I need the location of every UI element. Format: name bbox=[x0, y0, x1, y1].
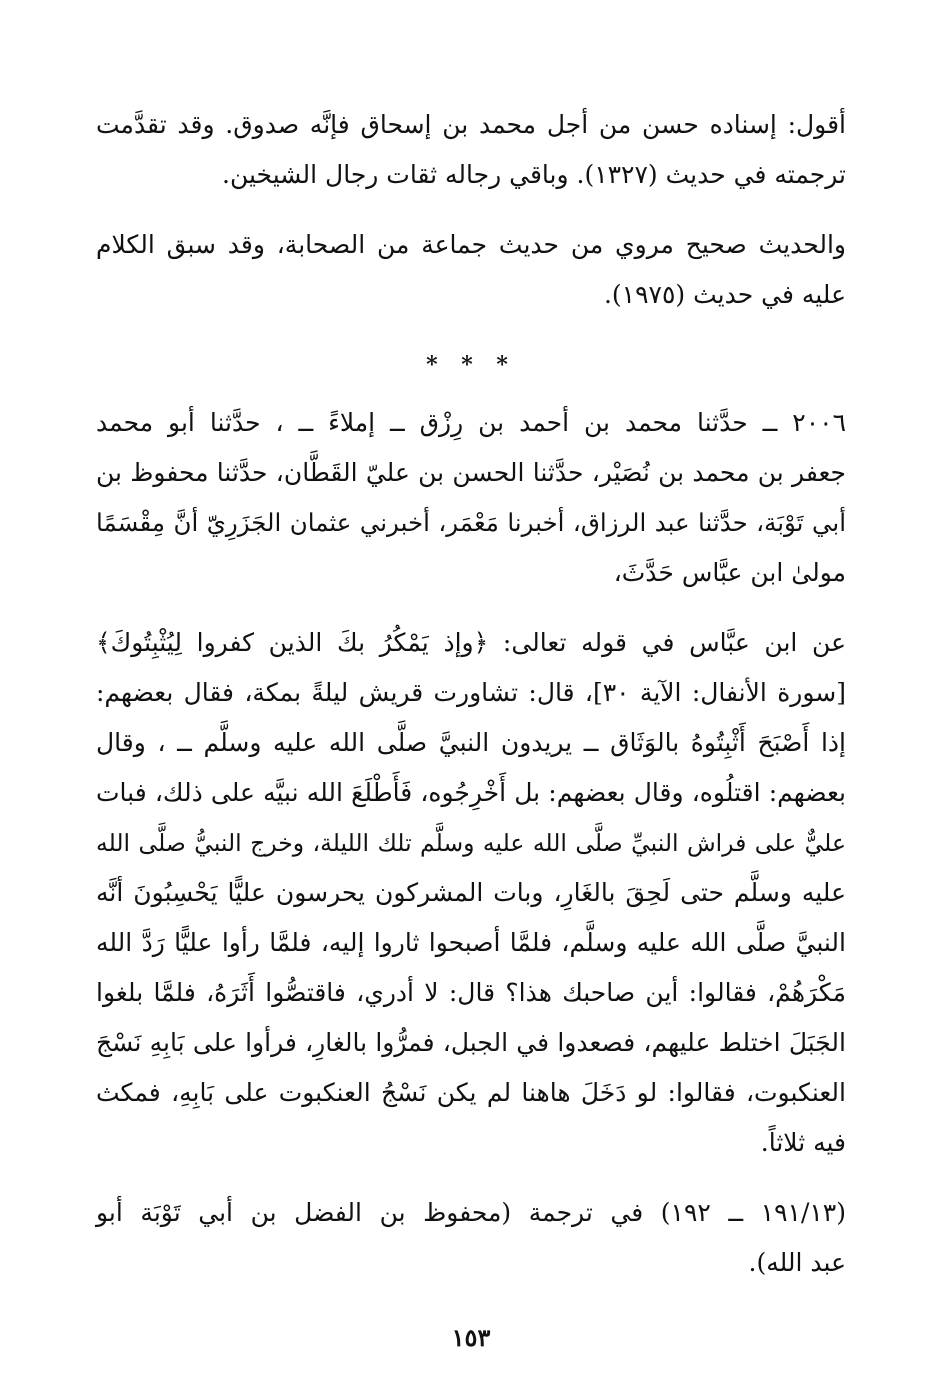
text-line: العنكبوت، فقالوا: لو دَخَلَ هاهنا لم يكن نَسْجُ العنكبوت على بَابِهِ، فمكث bbox=[96, 1078, 846, 1107]
text-line: عليه في حديث (١٩٧٥). bbox=[603, 280, 846, 309]
text-line: (١٩١/١٣ ــ ١٩٢) في ترجمة (محفوظ بن الفضل بن أبي تَوْبَة أبو bbox=[96, 1198, 846, 1227]
text-line: عليٌّ على فراش النبيِّ صلَّى الله عليه وسلَّم تلك الليلة، وخرج النبيُّ صلَّى الله bbox=[96, 829, 846, 857]
paragraph-comment bbox=[96, 100, 846, 200]
section-separator: * * * bbox=[426, 352, 516, 378]
text-line: مَكْرَهُمْ، فقالوا: أين صاحبك هذا؟ قال: لا أدري، فاقتصُّوا أَثَرَهُ، فلمَّا بلغوا bbox=[96, 978, 846, 1007]
text-line: عبد الله). bbox=[748, 1248, 846, 1277]
page-number: ١٥٣ bbox=[451, 1323, 491, 1352]
text-line: بعضهم: اقتلُوه، وقال بعضهم: بل أَخْرِجُوه، فَأَطْلَعَ الله نبيَّه على ذلك، فبات bbox=[96, 778, 846, 807]
book-page bbox=[96, 100, 846, 1352]
text-line: والحديث صحيح مروي من حديث جماعة من الصحابة، وقد سبق الكلام bbox=[96, 230, 846, 259]
text-line: فيه ثلاثاً. bbox=[760, 1128, 846, 1157]
text-line: عليه وسلَّم حتى لَحِقَ بالغَارِ، وبات المشركون يحرسون عليًّا يَحْسِبُونَ أنَّه bbox=[96, 878, 846, 907]
paragraph-comment-2 bbox=[96, 220, 846, 320]
text-line: جعفر بن محمد بن نُصَيْر، حدَّثنا الحسن بن عليّ القَطَّان، حدَّثنا محفوظ بن bbox=[96, 458, 846, 487]
text-line: إذا أَصْبَحَ أَثْبِتُوهُ بالوَثَاق ــ يريدون النبيَّ صلَّى الله عليه وسلَّم ــ ، وقال bbox=[96, 728, 846, 757]
text-line: ترجمته في حديث (١٣٢٧). وباقي رجاله ثقات رجال الشيخين. bbox=[222, 160, 846, 189]
text-line: أقول: إسناده حسن من أجل محمد بن إسحاق فإنَّه صدوق. وقد تقدَّمت bbox=[96, 110, 846, 139]
text-line: أبي تَوْبَة، حدَّثنا عبد الرزاق، أخبرنا مَعْمَر، أخبرني عثمان الجَزَرِيّ أنَّ مِقْسَمًا bbox=[96, 508, 846, 537]
paragraph-isnad bbox=[96, 398, 846, 598]
text-line: مولىٰ ابن عبَّاس حَدَّثَ، bbox=[613, 558, 846, 587]
text-line: النبيَّ صلَّى الله عليه وسلَّم، فلمَّا أصبحوا ثاروا إليه، فلمَّا رأوا عليًّا رَدَّ الله bbox=[96, 928, 846, 957]
paragraph-reference bbox=[96, 1188, 846, 1288]
paragraph-matn bbox=[96, 618, 846, 1168]
text-line: عن ابن عبَّاس في قوله تعالى: ﴿وإذ يَمْكُرُ بكَ الذين كفروا لِيُثْبِتُوكَ﴾ bbox=[96, 628, 846, 657]
text-line: [سورة الأنفال: الآية ٣٠]، قال: تشاورت قريش ليلةً بمكة، فقال بعضهم: bbox=[96, 678, 846, 707]
text-line: ٢٠٠٦ ــ حدَّثنا محمد بن أحمد بن رِزْق ــ إملاءً ــ ، حدَّثنا أبو محمد bbox=[96, 408, 846, 437]
text-line: الجَبَلَ اختلط عليهم، فصعدوا في الجبل، فمرُّوا بالغارِ، فرأوا على بَابِهِ نَسْجَ bbox=[96, 1028, 846, 1057]
